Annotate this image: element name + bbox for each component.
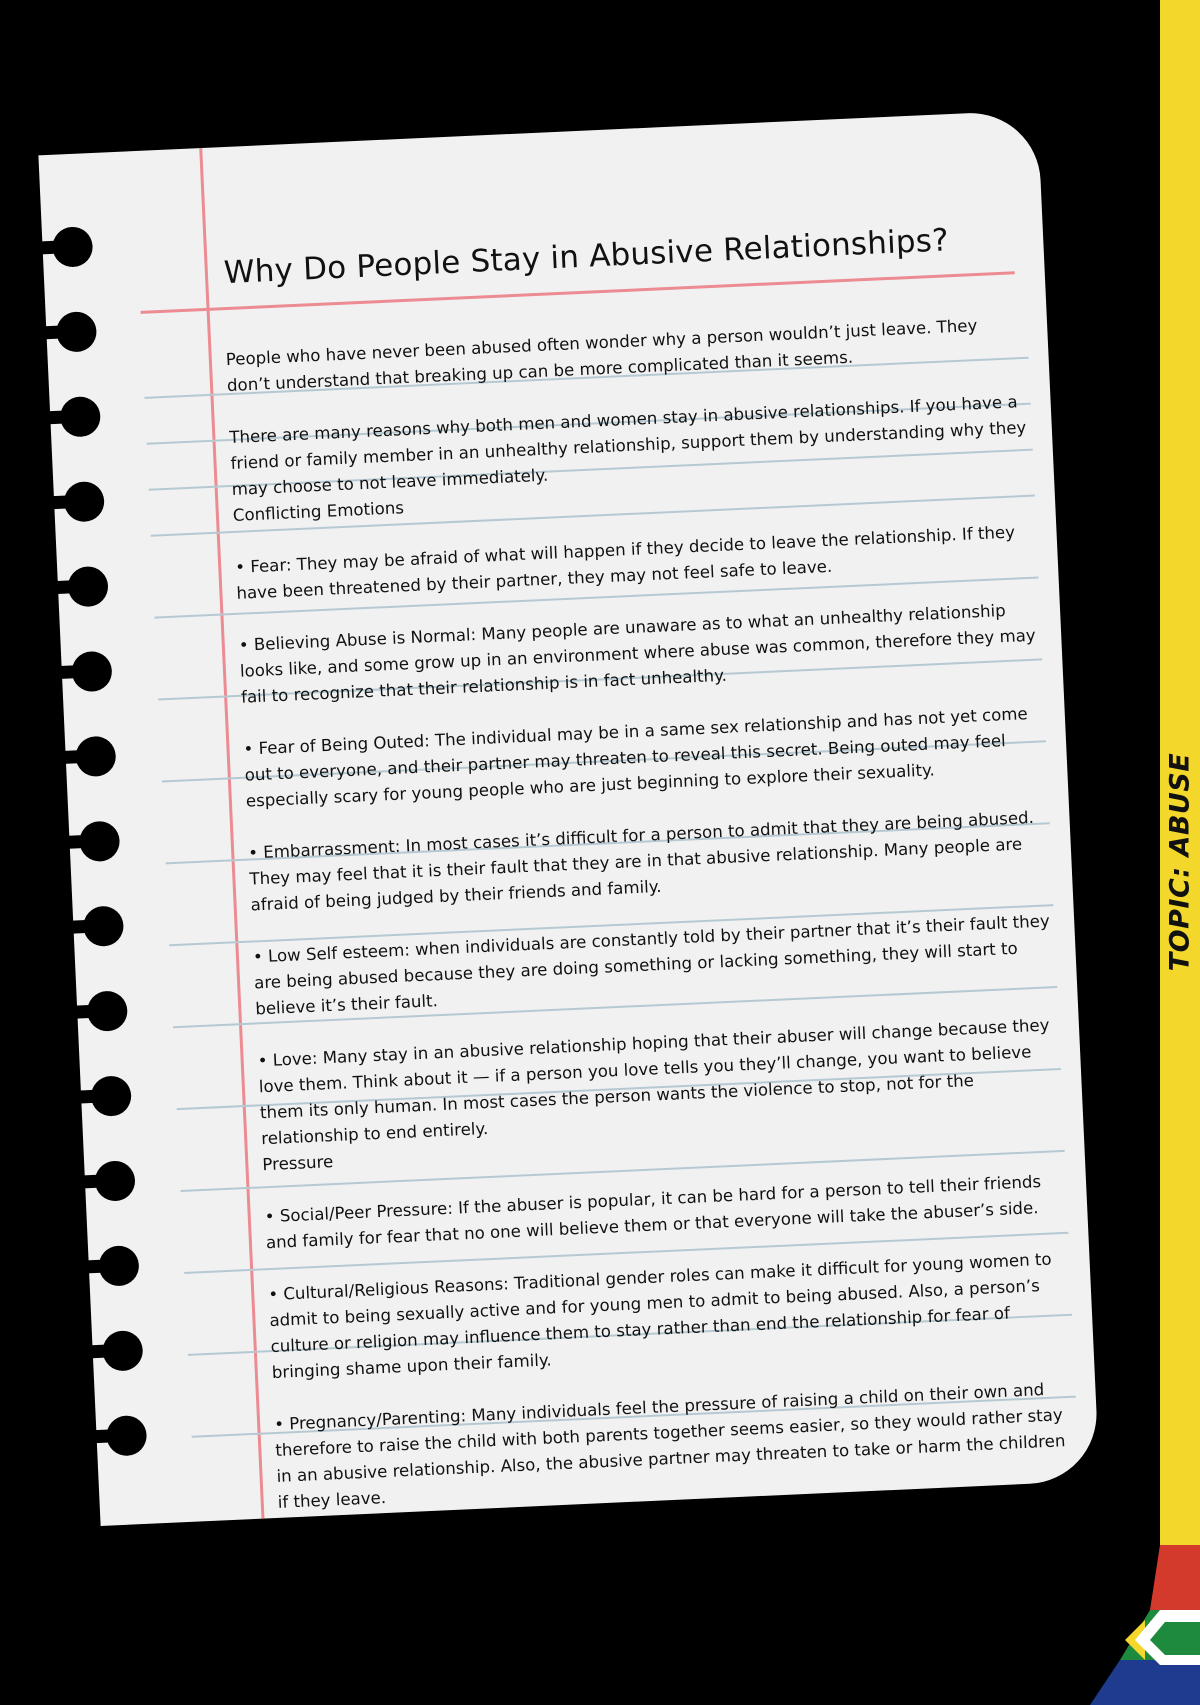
intro-paragraph: There are many reasons why both men and women stay in abusive relationships. If you have a friend or family member in an unhealthy relationship, support them by understanding why they may choose to not leave immediately. (228, 392, 1027, 499)
list-item: • Social/Peer Pressure: If the abuser is popular, it can be hard for a person to tell their friends and family for fear that no one will believe them or that everyone will take the abuser’s side. (264, 1171, 1042, 1253)
intro-paragraph: People who have never been abused often wonder why a person wouldn’t just leave. They don’t understand that breaking up can be more complicated than it seems. (225, 316, 978, 396)
list-item: • Love: Many stay in an abusive relationship hoping that their abuser will change because they love them. Think about it — if a person you love tells you they’ll change, you want to believe them its only human. In most cases the person wants the violence to stop, not for the relationship to end entirely. (257, 1015, 1050, 1149)
section-heading: Pressure (261, 1152, 334, 1175)
paper-sheet (38, 110, 1099, 1526)
list-item: • Fear of Being Outed: The individual may be in a same sex relationship and has not yet come out to everyone, and their partner may threaten to reveal this secret. Being outed may feel especially scary for young people who are just beginning to explore their sexuality. (243, 704, 1029, 811)
list-item: • Believing Abuse is Normal: Many people are unaware as to what an unhealthy relationship looks like, and some grow up in an environment where abuse was common, therefore they may fail to recognize that their relationship is in fact unhealthy. (238, 601, 1037, 707)
topic-label: TOPIC: ABUSE (1164, 752, 1196, 972)
list-item: • Low Self esteem: when individuals are constantly told by their partner that it’s their fault they are being abused because they are doing something or lacking something, they will start to believe it’s their fault. (252, 911, 1051, 1019)
article-body (225, 311, 1077, 1516)
page-title: Why Do People Stay in Abusive Relationships? (223, 222, 950, 292)
section-heading: Conflicting Emotions (232, 498, 405, 525)
list-item: • Fear: They may be afraid of what will happen if they decide to leave the relationship. If they have been threatened by their partner, they may not feel safe to leave. (234, 522, 1016, 603)
list-item: • Embarrassment: In most cases it’s difficult for a person to admit that they are being abused. They may feel that it is their fault that they are in that abusive relationship. Many people are afraid of being judged by their friends and family. (247, 807, 1035, 915)
list-item: • Pregnancy/Parenting: Many individuals feel the pressure of raising a child on their own and therefore to raise the child with both parents together seems easier, so they would rather stay in an abusive relationship. Also, the abusive partner may threaten to take or harm the children if they leave. (273, 1380, 1066, 1512)
list-item: • Cultural/Religious Reasons: Traditional gender roles can make it difficult for young women to admit to being sexually active and for young men to admit to being abused. Also, a person’s culture or religion may influence them to stay rather than end the relationship for fear of bringing shame upon their family. (267, 1249, 1052, 1383)
notebook-page (6, 46, 1153, 1593)
